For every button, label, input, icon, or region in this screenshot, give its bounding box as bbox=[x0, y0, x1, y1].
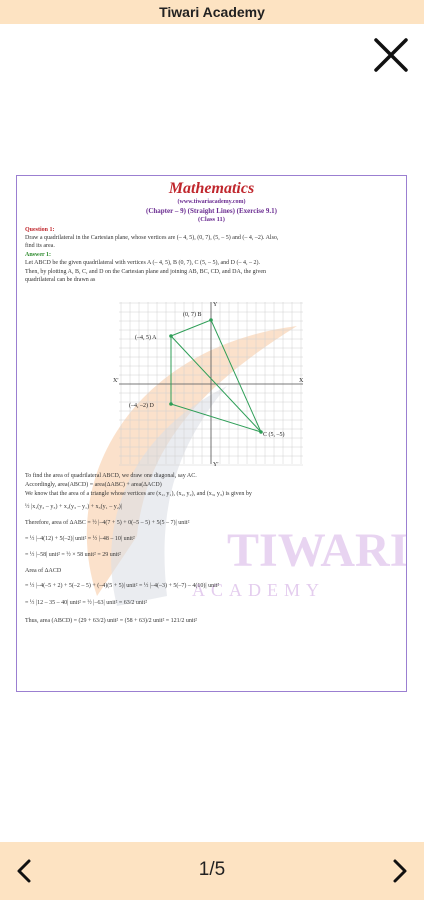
solution-line-11: Thus, area (ABCD) = (29 + 63/2) unit² = (58 + 63)/2 unit² = 121/2 unit² bbox=[25, 618, 197, 624]
label-y: Y bbox=[213, 302, 218, 308]
label-y-neg: Y' bbox=[213, 462, 219, 468]
label-d: (–4, –2) D bbox=[129, 403, 154, 409]
question-text-2: find its area. bbox=[25, 243, 55, 249]
question-heading: Question 1: bbox=[25, 227, 55, 233]
label-a: (–4, 5) A bbox=[135, 335, 157, 341]
label-b: (0, 7) B bbox=[183, 312, 202, 318]
solution-line-5: Therefore, area of ΔABC = ½ |–4(7 + 5) + 0(–5 – 5) + 5(5 – 7)| unit² bbox=[25, 520, 190, 526]
app-header bbox=[0, 0, 424, 24]
solution-line-9: = ½ |–4(–5 + 2) + 5(–2 – 5) + (–4)(5 + 5)| unit² = ½ |–4(–3) + 5(–7) – 4(10)| unit² bbox=[25, 583, 220, 589]
solution-line-6: = ½ |–4(12) + 5(–2)| unit² = ½ |–48 – 10| unit² bbox=[25, 536, 135, 542]
answer-text-1: Let ABCD be the given quadrilateral with vertices A (– 4, 5), B (0, 7), C (5, – 5), and D (– 4, – 2). bbox=[25, 260, 260, 266]
app-title: Tiwari Academy bbox=[159, 4, 265, 20]
document-page[interactable] bbox=[16, 175, 407, 692]
watermark-text-1: TIWARI bbox=[227, 524, 408, 577]
solution-line-1: To find the area of quadrilateral ABCD, we draw one diagonal, say AC. bbox=[25, 473, 197, 479]
solution-line-7: = ½ |–58| unit² = ½ × 58 unit² = 29 unit² bbox=[25, 552, 121, 558]
doc-website: (www.tiwariacademy.com) bbox=[177, 199, 246, 205]
solution-line-10: = ½ |12 – 35 – 40| unit² = ½ |–63| unit² = 63/2 unit² bbox=[25, 600, 148, 606]
doc-chapter: (Chapter – 9) (Straight Lines) (Exercise 9.1) bbox=[146, 207, 277, 215]
label-x-neg: X' bbox=[113, 378, 119, 384]
point-b bbox=[209, 318, 213, 322]
chevron-right-icon[interactable] bbox=[384, 856, 414, 886]
question-text-1: Draw a quadrilateral in the Cartesian plane, whose vertices are (– 4, 5), (0, 7), (5, – 5) and (– 4, –2). Also, bbox=[25, 235, 279, 241]
solution-line-2: Accordingly, area(ABCD) = area(ΔABC) + area(ΔACD) bbox=[25, 482, 162, 488]
solution-line-3: We know that the area of a triangle whose vertices are (x₁, y₁), (x₂, y₂), and (x₃, y₃) is given by bbox=[25, 491, 252, 497]
answer-text-3: quadrilateral can be drawn as bbox=[25, 277, 96, 283]
close-icon[interactable] bbox=[372, 36, 410, 74]
doc-class: (Class 11) bbox=[198, 216, 225, 223]
label-x: X bbox=[299, 378, 304, 384]
bottom-nav-bar bbox=[0, 842, 424, 900]
point-a bbox=[169, 334, 173, 338]
quadrilateral-graph bbox=[113, 298, 309, 468]
answer-text-2: Then, by plotting A, B, C, and D on the Cartesian plane and joining AB, BC, CD, and DA, the given bbox=[25, 269, 266, 275]
solution-line-4: ½ |x₁(y₂ – y₃) + x₂(y₃ – y₁) + x₃(y₁ – y₂)| bbox=[25, 504, 122, 510]
watermark-text-2: ACADEMY bbox=[192, 580, 326, 600]
answer-heading: Answer 1: bbox=[25, 252, 52, 258]
label-c: C (5, –5) bbox=[263, 432, 285, 438]
page-indicator: 1/5 bbox=[198, 859, 226, 880]
point-d bbox=[169, 402, 173, 406]
doc-title: Mathematics bbox=[168, 180, 255, 197]
solution-line-8: Area of ΔACD bbox=[25, 568, 62, 574]
quadrilateral-abcd bbox=[171, 320, 261, 432]
